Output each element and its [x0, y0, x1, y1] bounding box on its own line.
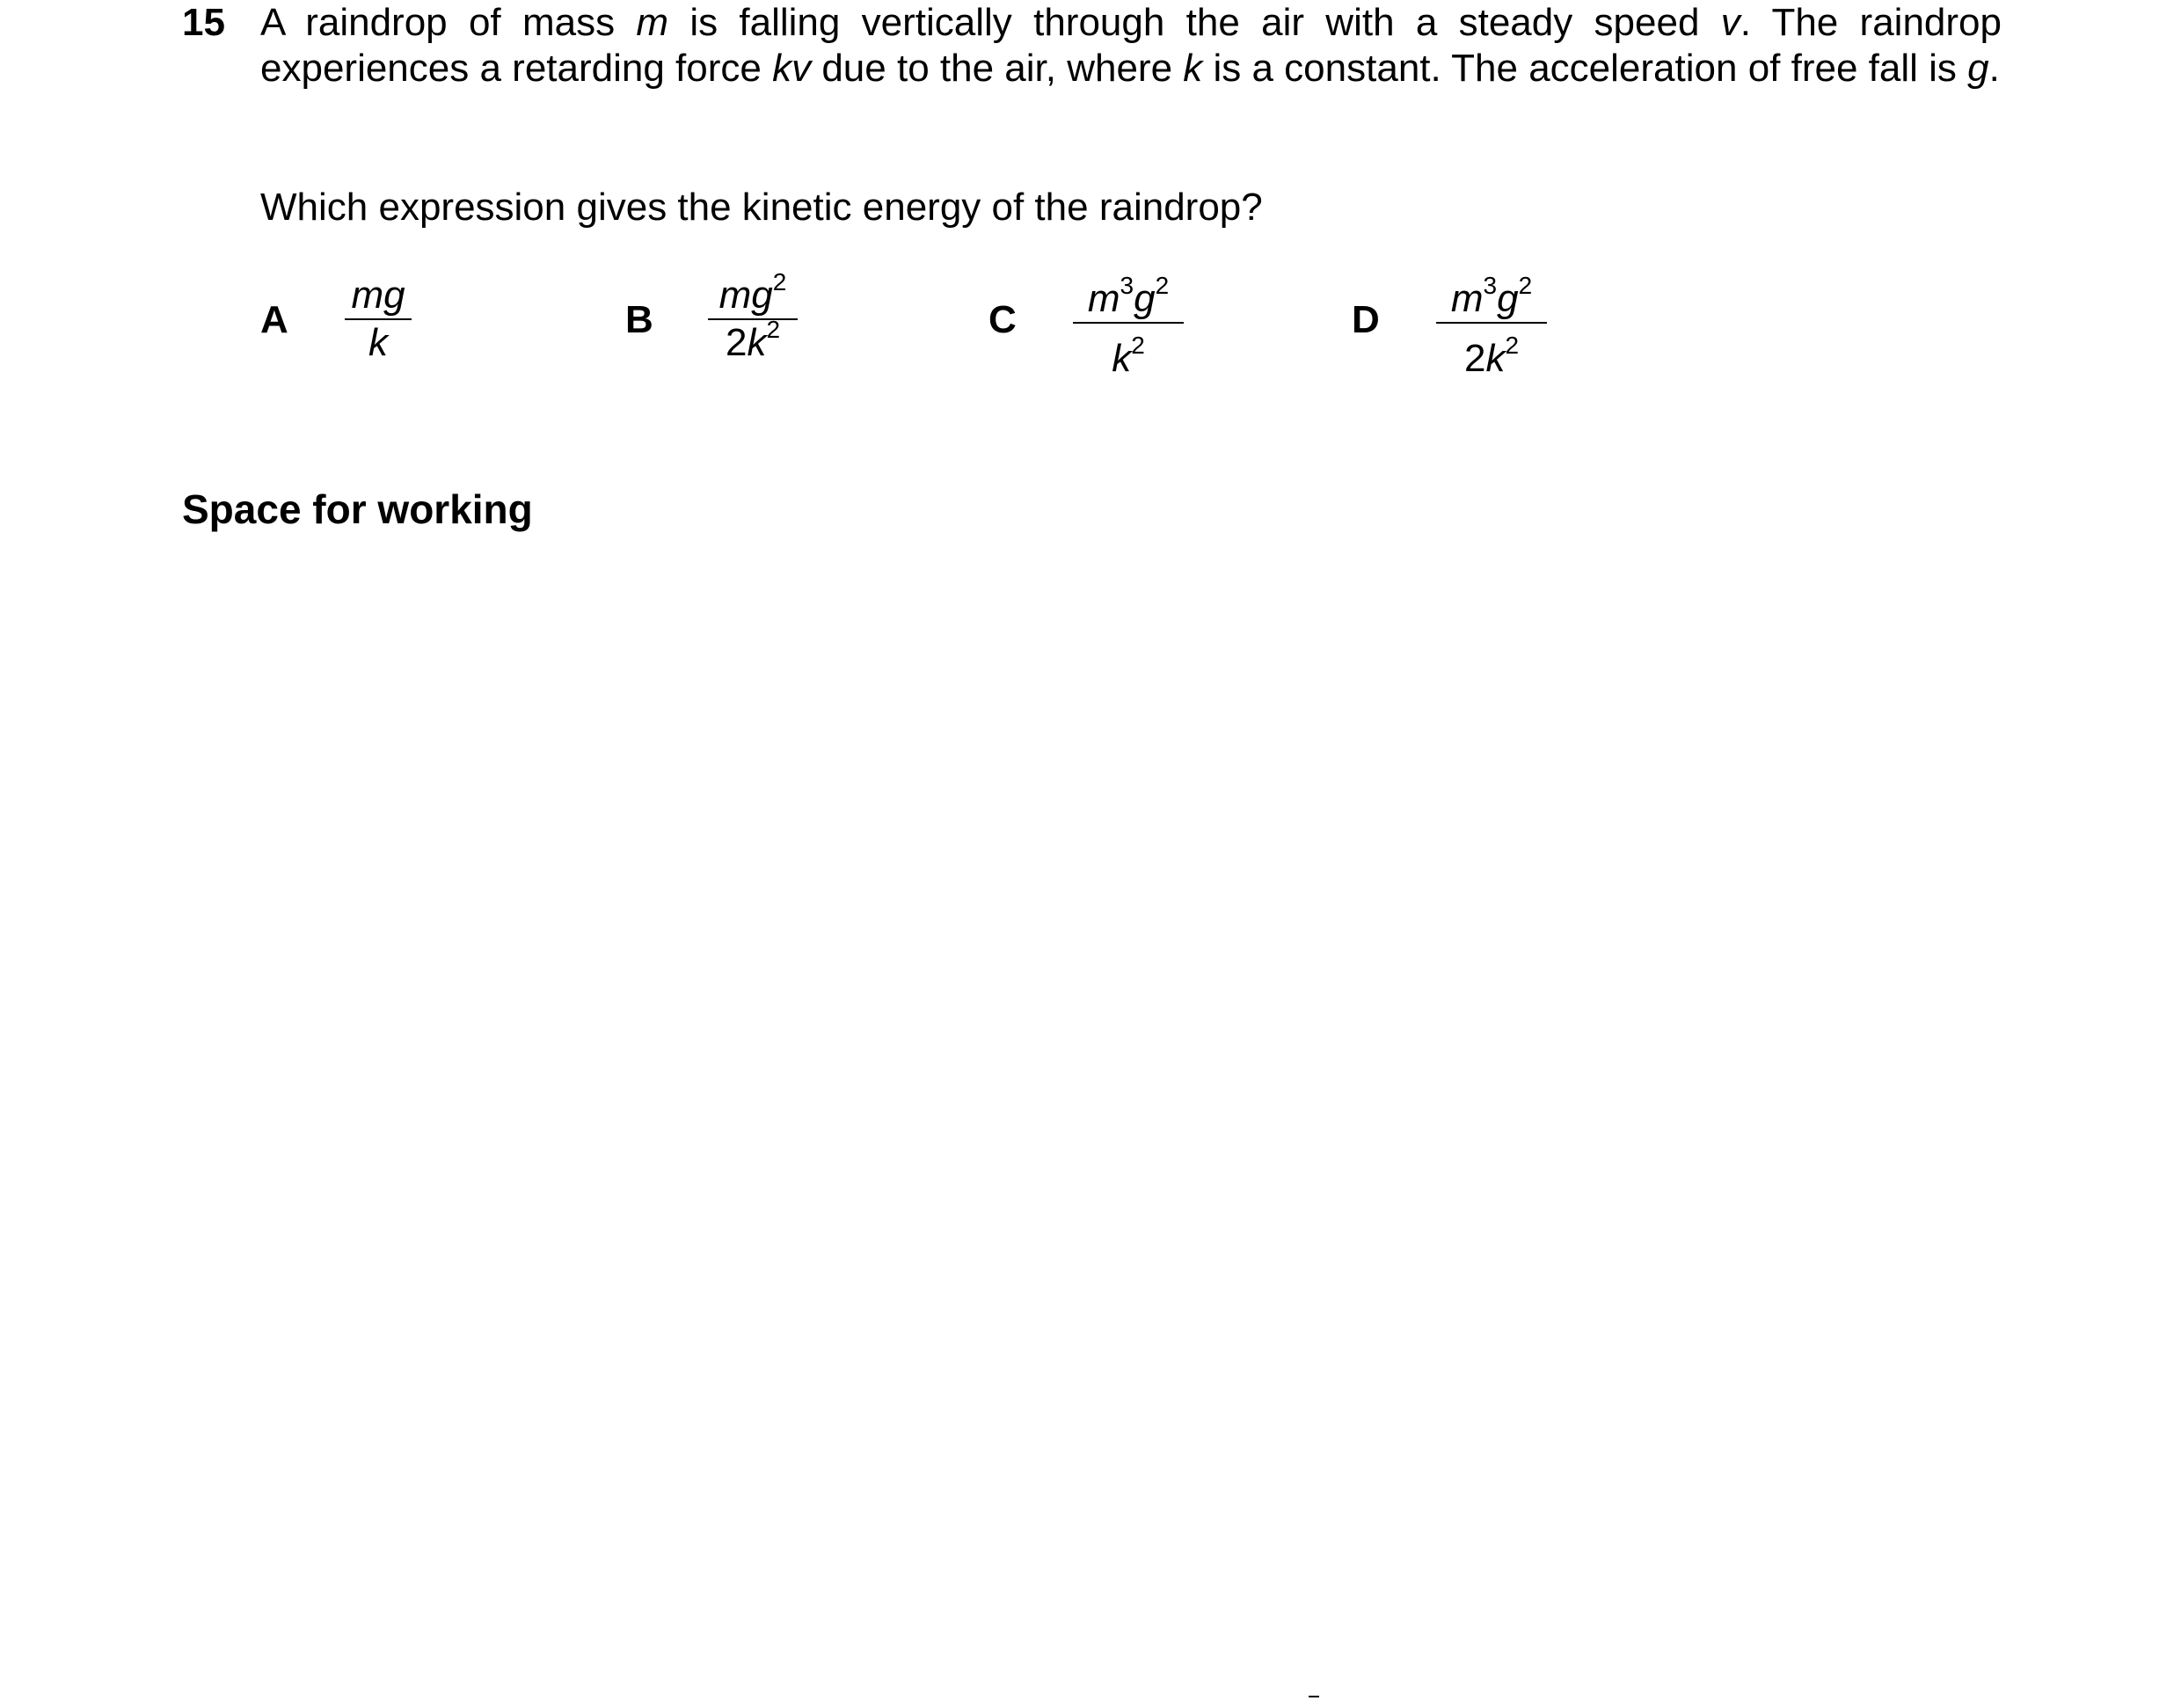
option-c-den-exp: 2 — [1131, 332, 1145, 359]
option-b-numerator — [708, 268, 798, 318]
option-b-den-exp: 2 — [766, 316, 781, 343]
option-d-num-term-2: g — [1497, 277, 1519, 320]
option-d-denominator — [1436, 332, 1547, 382]
stem-text: . The raindrop experiences a retarding force — [260, 1, 2002, 90]
question-stem — [260, 0, 2002, 91]
option-c-den-term: k — [1112, 337, 1132, 380]
option-a-den-term: k — [368, 321, 388, 364]
option-d-den-term: k — [1485, 337, 1506, 380]
option-d-letter: D — [1352, 298, 1380, 341]
option-a-num-term: mg — [351, 274, 405, 317]
space-for-working-label: Space for working — [182, 486, 533, 532]
stem-var-k: k — [1183, 47, 1203, 90]
question-number: 15 — [182, 1, 225, 44]
page-footer-mark — [1309, 1696, 1319, 1697]
stem-var-kv: kv — [772, 47, 812, 90]
option-d-expression — [1436, 272, 1547, 382]
stem-text: . — [1988, 47, 2000, 90]
fraction-bar — [1436, 322, 1547, 324]
stem-text: due to the air, where — [811, 47, 1184, 90]
stem-text: is falling vertically through the air with a steady speed — [668, 1, 1721, 44]
option-d-num-exp-1: 3 — [1483, 272, 1498, 299]
option-b-letter: B — [625, 298, 653, 341]
option-c-num-term-1: m — [1087, 277, 1120, 320]
option-c-letter: C — [988, 298, 1017, 341]
option-a-letter: A — [260, 298, 288, 341]
option-b-num-exp: 2 — [772, 268, 787, 296]
option-b-num-term: mg — [718, 274, 773, 317]
option-c-num-exp-1: 3 — [1120, 272, 1134, 299]
option-d-den-coef: 2 — [1463, 337, 1486, 380]
stem-var-g: g — [1967, 47, 1989, 90]
stem-text: A raindrop of mass — [260, 1, 637, 44]
option-b-den-term: k — [747, 321, 767, 364]
option-d-numerator — [1436, 272, 1547, 322]
option-c-denominator — [1073, 332, 1184, 382]
option-c-expression — [1073, 272, 1184, 382]
option-c-num-exp-2: 2 — [1155, 272, 1170, 299]
option-d-num-exp-2: 2 — [1518, 272, 1533, 299]
question-prompt: Which expression gives the kinetic energy of the raindrop? — [260, 186, 1263, 229]
stem-var-v: v — [1720, 1, 1740, 44]
option-b-denominator — [708, 316, 798, 366]
option-d-num-term-1: m — [1450, 277, 1484, 320]
option-b-den-coef: 2 — [725, 321, 748, 364]
option-a-expression — [345, 273, 412, 366]
fraction-bar — [1073, 322, 1184, 324]
stem-text: is a constant. The acceleration of free fall is — [1202, 47, 1968, 90]
option-c-num-term-2: g — [1134, 277, 1156, 320]
option-a-denominator — [345, 320, 412, 366]
option-a-numerator — [345, 273, 412, 318]
stem-var-m: m — [636, 1, 669, 44]
option-d-den-exp: 2 — [1505, 332, 1520, 359]
option-b-expression — [708, 268, 798, 366]
option-c-numerator — [1073, 272, 1184, 322]
